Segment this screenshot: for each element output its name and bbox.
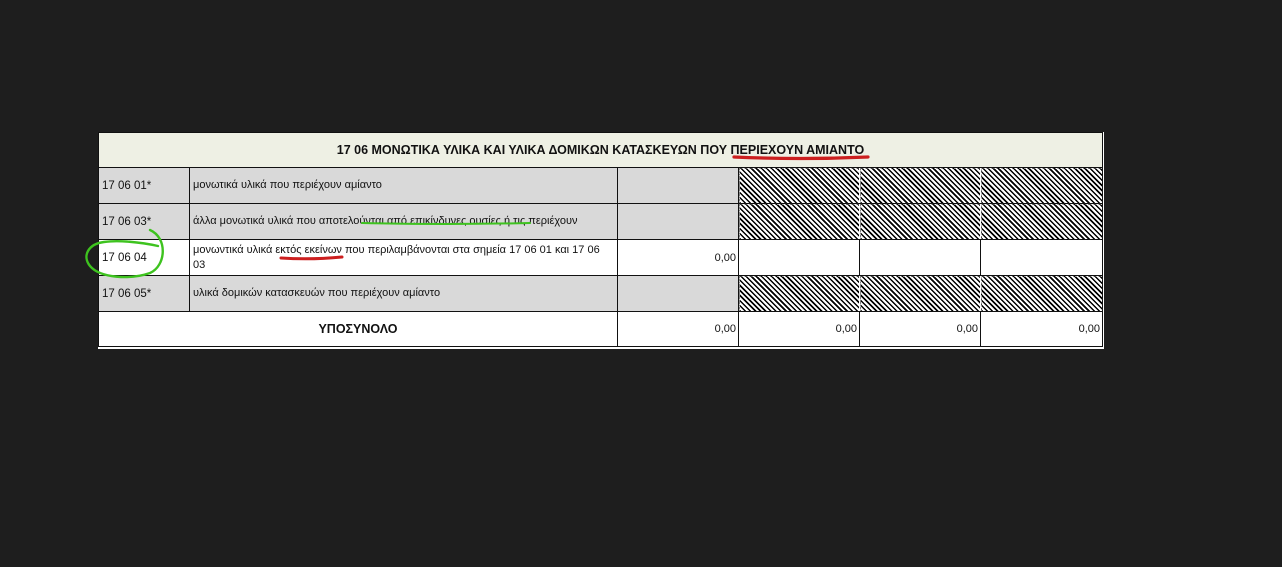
table-row bbox=[99, 168, 1103, 204]
hatched-cell[interactable] bbox=[739, 168, 860, 204]
hatched-cell[interactable] bbox=[739, 204, 860, 240]
subtotal-value-cell[interactable]: 0,00 bbox=[618, 312, 739, 347]
quantity-cell[interactable] bbox=[618, 204, 739, 240]
subtotal-value-cell[interactable]: 0,00 bbox=[981, 312, 1103, 347]
waste-code-cell[interactable]: 17 06 03* bbox=[99, 204, 190, 240]
quantity-cell[interactable] bbox=[618, 168, 739, 204]
spreadsheet-sheet bbox=[98, 132, 1104, 349]
hatched-cell[interactable] bbox=[739, 276, 860, 312]
waste-code-cell[interactable]: 17 06 01* bbox=[99, 168, 190, 204]
subtotal-value-cell[interactable]: 0,00 bbox=[860, 312, 981, 347]
hatched-cell[interactable] bbox=[981, 204, 1103, 240]
waste-code-cell[interactable]: 17 06 05* bbox=[99, 276, 190, 312]
value-cell[interactable] bbox=[860, 240, 981, 276]
table-title[interactable]: 17 06 ΜΟΝΩΤΙΚΑ ΥΛΙΚΑ ΚΑΙ ΥΛΙΚΑ ΔΟΜΙΚΩΝ ΚΑΤΑΣΚΕΥΩΝ ΠΟΥ ΠΕΡΙΕΧΟΥΝ ΑΜΙΑΝΤΟ bbox=[99, 133, 1103, 168]
subtotal-label[interactable]: ΥΠΟΣΥΝΟΛΟ bbox=[99, 312, 618, 347]
waste-code-cell[interactable]: 17 06 04 bbox=[99, 240, 190, 276]
table-row bbox=[99, 276, 1103, 312]
quantity-cell[interactable] bbox=[618, 276, 739, 312]
waste-code-table bbox=[98, 132, 1103, 347]
waste-description-cell[interactable]: άλλα μονωτικά υλικά που αποτελούνται από επικίνδυνες ουσίες ή τις περιέχουν bbox=[190, 204, 618, 240]
waste-description-cell[interactable]: μονωντικά υλικά εκτός εκείνων που περιλαμβάνονται στα σημεία 17 06 01 και 17 06 03 bbox=[190, 240, 618, 276]
table-row bbox=[99, 240, 1103, 276]
waste-description-cell[interactable]: μονωτικά υλικά που περιέχουν αμίαντο bbox=[190, 168, 618, 204]
hatched-cell[interactable] bbox=[981, 276, 1103, 312]
subtotal-value-cell[interactable]: 0,00 bbox=[739, 312, 860, 347]
hatched-cell[interactable] bbox=[981, 168, 1103, 204]
hatched-cell[interactable] bbox=[860, 204, 981, 240]
waste-description-cell[interactable]: υλικά δομικών κατασκευών που περιέχουν αμίαντο bbox=[190, 276, 618, 312]
hatched-cell[interactable] bbox=[860, 276, 981, 312]
value-cell[interactable] bbox=[739, 240, 860, 276]
quantity-cell[interactable]: 0,00 bbox=[618, 240, 739, 276]
subtotal-row bbox=[99, 312, 1103, 347]
table-row bbox=[99, 204, 1103, 240]
hatched-cell[interactable] bbox=[860, 168, 981, 204]
value-cell[interactable] bbox=[981, 240, 1103, 276]
